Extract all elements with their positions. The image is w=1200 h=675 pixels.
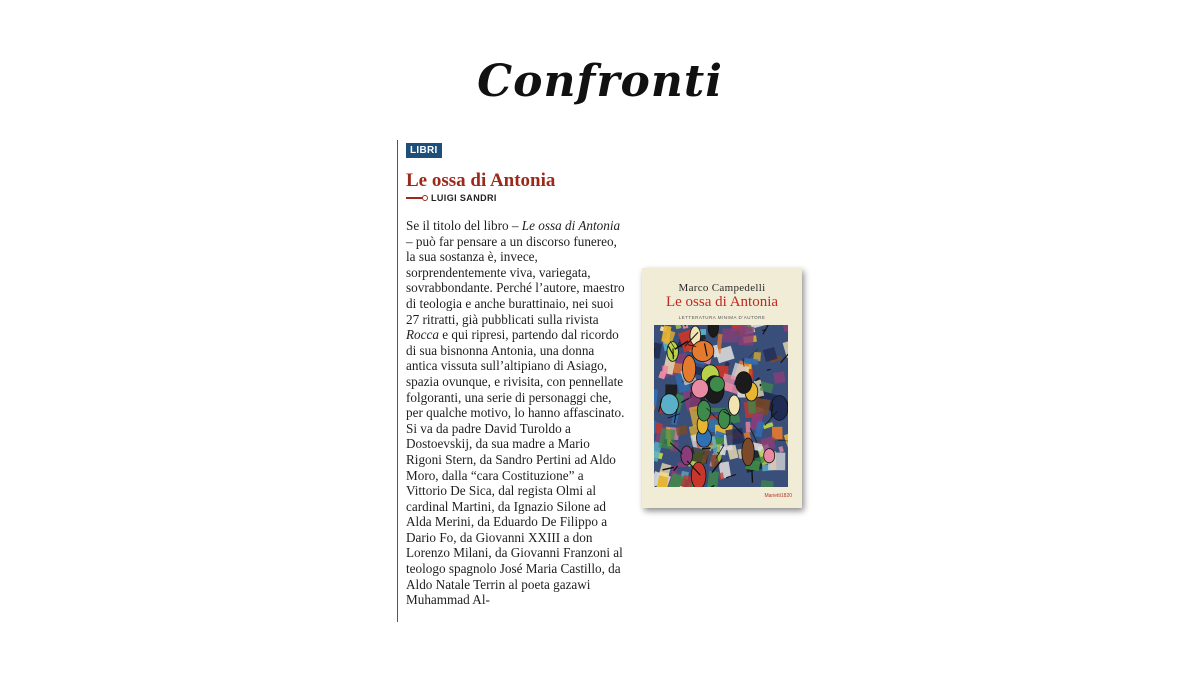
text-run: e qui ripresi, partendo dal ricordo di sua bisnonna Antonia, una donna antica vissuta sull’altipiano di Asiago, spazia ovunque, e rivisita, con pennellate folgoranti, una serie di personaggi che, per qualche motivo, lo hanno affascinato. (406, 327, 625, 421)
text-run: – può far pensare a un discorso funereo, la sua sostanza è, invece, sorprendentemente viva, variegata, sovrabbondante. Perché l’autore, maestro di teologia e anche burattinaio, nei suoi 27 ritratti, già pubblicati sulla rivista (406, 233, 625, 327)
cover-painting-image (654, 325, 788, 487)
byline-rule (406, 197, 422, 199)
article-column (397, 140, 626, 622)
article-body (406, 218, 626, 608)
masthead-logo: Confronti (477, 56, 723, 107)
italic-text: Rocca (406, 327, 439, 343)
section-badge: LIBRI (406, 143, 442, 158)
italic-text: Le ossa di Antonia (521, 218, 621, 233)
text-run: Se il titolo del libro – (406, 218, 522, 233)
cover-author: Marco Campedelli (678, 282, 766, 294)
article-author: LUIGI SANDRI (431, 193, 497, 203)
cover-painting (654, 325, 788, 487)
byline (406, 193, 626, 203)
byline-dot-icon (422, 195, 428, 201)
text-run: Si va da padre David Turoldo a Dostoevskij, da sua madre a Mario Rigoni Stern, da Sandro Pertini ad Aldo Moro, dalla “cara Costituzione” a Vittorio De Sica, dal regista Olmi al cardinal Martini, da Ignazio Silone ad Alda Merini, da Eduardo De Filippo a Dario Fo, da Giovanni XXIII a don Lorenzo Milani, da Giovanni Franzoni al teologo spagnolo José Maria Castillo, da Aldo Natale Terrin al poeta gazawi Muhammad Al- (406, 420, 623, 608)
article-paragraph (406, 218, 626, 421)
book-cover (642, 268, 802, 508)
cover-series: LETTERATURA MINIMA D’AUTORE (678, 315, 766, 320)
cover-title: Le ossa di Antonia (665, 294, 779, 310)
cover-publisher: Marietti1820 (764, 493, 792, 499)
article-paragraph (406, 421, 626, 608)
article-title: Le ossa di Antonia (406, 170, 556, 191)
